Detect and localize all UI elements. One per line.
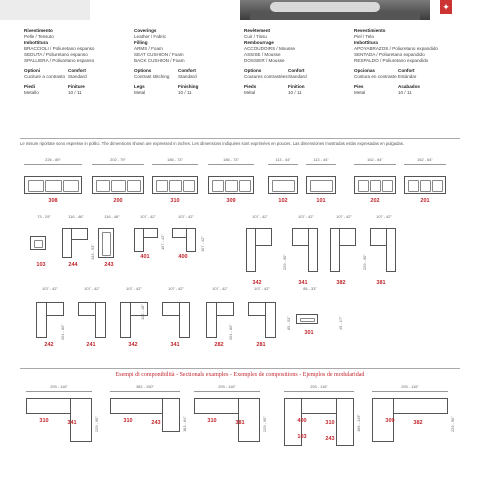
seat-cushion xyxy=(156,180,168,192)
vertical-dimension-label: 204 - 80" xyxy=(228,324,233,340)
module-code: 101 xyxy=(316,198,326,204)
module-code: 243 xyxy=(325,436,335,442)
spec-comfort-label: Comfort xyxy=(178,68,196,73)
module-side xyxy=(120,302,131,338)
module-code: 382 xyxy=(413,420,423,426)
header-gray-block xyxy=(0,0,90,20)
module-code: 341 xyxy=(170,342,180,348)
spec-comfort-label: Comfort xyxy=(68,68,86,73)
seat-cushion xyxy=(239,180,251,192)
dimension-label: 107 - 42" xyxy=(168,286,184,291)
seat-cushion xyxy=(420,180,431,192)
spec-feet-value: Metallo xyxy=(24,90,39,95)
sofa-module-drawing xyxy=(98,228,114,258)
brand-logo-icon: ✦ xyxy=(440,0,452,14)
corner-module-drawing xyxy=(78,302,106,338)
spec-subtitle: Filling xyxy=(134,40,148,45)
module-side xyxy=(95,302,106,338)
spec-finish-label: Acabados xyxy=(398,84,420,89)
vertical-dimension-label: 229 - 90" xyxy=(282,254,287,270)
sofa-module-drawing xyxy=(30,236,46,250)
spec-finish-value: 10 / 11 xyxy=(178,90,192,95)
module-code: 103 xyxy=(36,262,46,268)
sofa-module-drawing xyxy=(296,314,318,324)
module-code: 308 xyxy=(48,198,58,204)
spec-finish-label: Finiture xyxy=(68,84,85,89)
spec-line: SPALLIERA / Poliuretano espanso xyxy=(24,58,95,63)
module-side xyxy=(179,302,190,338)
spec-feet-values xyxy=(24,90,130,96)
sofa-shape xyxy=(270,2,380,12)
spec-line: SEAT CUSHION / Foam xyxy=(134,52,184,57)
seat-cushion xyxy=(28,180,44,192)
module-code: 202 xyxy=(370,198,380,204)
module-code: 310 xyxy=(123,418,133,424)
seat-cushion xyxy=(310,180,333,192)
corner-module-drawing xyxy=(292,228,318,272)
spec-comfort-value: Estándar xyxy=(398,74,417,79)
spec-feet-value: Metal xyxy=(134,90,146,95)
dimension-label: 107 - 42" xyxy=(298,214,314,219)
dimension-label: 113 - 44" xyxy=(275,157,291,162)
spec-feet-label: Pieds xyxy=(244,84,257,89)
spec-options-label: Options xyxy=(244,68,262,73)
spec-line: Piel / Tela xyxy=(354,34,374,39)
module-side xyxy=(206,302,217,338)
spec-options-value: Costura en contraste xyxy=(354,74,397,79)
spec-title: Revestimiento xyxy=(354,28,386,33)
spec-line: ASSISE / Mousse xyxy=(244,52,281,57)
seat-cushion xyxy=(272,180,295,192)
module-code: 244 xyxy=(68,262,78,268)
dimension-label: 202 - 79" xyxy=(110,157,126,162)
dimension-label: 107 - 42" xyxy=(212,286,228,291)
dimension-label: 107 - 42" xyxy=(336,214,352,219)
vertical-dimension-label: 45 - 17" xyxy=(338,316,343,330)
module-code: 243 xyxy=(104,262,114,268)
module-code: 200 xyxy=(113,198,123,204)
dimension-line xyxy=(152,164,198,165)
vertical-dimension-label: 122 - 48" xyxy=(140,304,145,320)
spec-subtitle: Imbottitura xyxy=(24,40,48,45)
seat-cushion xyxy=(300,318,315,322)
seat-cushion xyxy=(34,240,43,248)
vertical-dimension-label: 107 - 42" xyxy=(160,234,165,250)
spec-comfort-value: Standard xyxy=(288,74,307,79)
seat-cushion xyxy=(212,180,224,192)
seat-cushion xyxy=(183,180,195,192)
module-side xyxy=(386,228,396,272)
spec-comfort-label: Confort xyxy=(398,68,415,73)
module-code: 301 xyxy=(304,330,314,336)
spec-finish-value: 10 / 11 xyxy=(398,90,412,95)
spec-comfort-label: Confort xyxy=(288,68,305,73)
spec-options-label: Optioni xyxy=(24,68,41,73)
spec-comfort-value: Standard xyxy=(178,74,197,79)
dimension-label: 107 - 42" xyxy=(178,214,194,219)
module-code: 310 xyxy=(207,418,217,424)
spec-finish-label: Finishing xyxy=(178,84,199,89)
seat-cushion xyxy=(102,232,111,256)
dimension-line xyxy=(284,391,354,392)
module-code: 342 xyxy=(252,280,262,286)
dimension-label: 162 - 64" xyxy=(417,157,433,162)
module-side xyxy=(62,228,72,258)
dimension-line xyxy=(92,164,144,165)
dimension-line xyxy=(306,164,336,165)
spec-comfort-value: Standard xyxy=(68,74,87,79)
corner-module-drawing xyxy=(134,228,158,252)
rug-shape xyxy=(250,12,420,20)
module-code: 341 xyxy=(67,420,77,426)
dimension-label: 107 - 42" xyxy=(252,214,268,219)
module-code: 241 xyxy=(86,342,96,348)
dimension-line xyxy=(208,164,254,165)
spec-feet-values xyxy=(134,90,240,96)
module-code: 400 xyxy=(178,254,188,260)
dimension-label: 293 - 116" xyxy=(401,384,419,389)
module-side xyxy=(36,302,47,338)
dimension-label: 293 - 116" xyxy=(50,384,68,389)
spec-feet-values xyxy=(244,90,350,96)
dimension-line xyxy=(24,164,82,165)
spec-options-value: Contrast stitching xyxy=(134,74,170,79)
corner-module-drawing xyxy=(172,228,196,252)
module-code: 381 xyxy=(376,280,386,286)
seat-cushion xyxy=(382,180,393,192)
spec-line: Cuir / Tissu xyxy=(244,34,267,39)
sofa-photo xyxy=(240,0,430,20)
vertical-dimension-label: 85 - 33" xyxy=(286,316,291,330)
spec-column xyxy=(134,28,240,96)
seat-cushion xyxy=(408,180,419,192)
vertical-dimension-label: 133 - 53" xyxy=(90,244,95,260)
header-band xyxy=(0,0,480,22)
sofa-module-drawing xyxy=(152,176,198,194)
spec-feet-value: Métal xyxy=(244,90,256,95)
spec-feet-value: Metal xyxy=(354,90,366,95)
dimension-line xyxy=(354,164,396,165)
dimensions-note: Le misure riportate sono espresse in pollici. The dimensions shown are expressed in inches. Les dimensions indiquées sont exprimées en pouces. Las dimensiones mostradas estás expresadas en pulgadas. xyxy=(20,141,404,146)
spec-options-label: Opcionas xyxy=(354,68,375,73)
vertical-dimension-label: 166 - 145" xyxy=(356,414,361,432)
spec-options-value: Cuciture a contrasto xyxy=(24,74,66,79)
vertical-dimension-label: 229 - 90" xyxy=(450,416,455,432)
module-code: 201 xyxy=(420,198,430,204)
corner-module-drawing xyxy=(330,228,356,272)
dimension-label: 186 - 73" xyxy=(223,157,239,162)
corner-module-drawing xyxy=(248,302,276,338)
sofa-module-drawing xyxy=(208,176,254,194)
seat-cushion xyxy=(96,180,110,192)
spec-finish-value: 10 / 11 xyxy=(68,90,82,95)
spec-subtitle: Rembourrage xyxy=(244,40,274,45)
module-code: 102 xyxy=(278,198,288,204)
dimension-label: 107 - 42" xyxy=(42,286,58,291)
module-side xyxy=(330,228,340,272)
module-code: 400 xyxy=(297,418,307,424)
vertical-dimension-label: 204 - 80" xyxy=(60,324,65,340)
spec-feet-label: Piedi xyxy=(24,84,35,89)
spec-line: ACCOUDOIRS / Mousse xyxy=(244,46,296,51)
dimension-line xyxy=(268,164,298,165)
spec-column xyxy=(244,28,350,96)
seat-cushion xyxy=(358,180,369,192)
vertical-dimension-label: 229 - 90" xyxy=(262,416,267,432)
module-code: 310 xyxy=(39,418,49,424)
spec-finish-value: 10 / 11 xyxy=(288,90,302,95)
spec-title: Coverings xyxy=(134,28,157,33)
spec-feet-label: Pies xyxy=(354,84,364,89)
dimension-label: 107 - 42" xyxy=(254,286,270,291)
sofa-module-drawing xyxy=(24,176,82,194)
spec-subtitle: Imbottitura xyxy=(354,40,378,45)
module-chaise xyxy=(162,398,180,432)
spec-line: DOSSIER / Mousse xyxy=(244,58,285,63)
divider xyxy=(20,368,460,369)
spec-line: SEDUTA / Poliuretano espanso xyxy=(24,52,88,57)
dimension-label: 107 - 42" xyxy=(140,214,156,219)
spec-line: RESPALDO / Poliuretano expandido xyxy=(354,58,429,63)
dimension-label: 293 - 116" xyxy=(218,384,236,389)
module-side xyxy=(308,228,318,272)
section-title: Esempi di componibilità - Sectionals examples - Exemples de compositions - Ejemplos de modularidad xyxy=(115,372,365,378)
module-side xyxy=(186,228,196,252)
module-code: 382 xyxy=(336,280,346,286)
dimension-label: 162 - 64" xyxy=(367,157,383,162)
spec-options-value: Coutures contrastées xyxy=(244,74,288,79)
module-side xyxy=(134,228,144,252)
dimension-label: 293 - 116" xyxy=(310,384,328,389)
corner-module-drawing xyxy=(162,302,190,338)
dimension-label: 73 - 29" xyxy=(37,214,51,219)
dimension-label: 382 - 150" xyxy=(136,384,154,389)
module-code: 309 xyxy=(226,198,236,204)
dimension-label: 116 - 46" xyxy=(68,214,84,219)
dimension-label: 186 - 73" xyxy=(167,157,183,162)
corner-module-drawing xyxy=(246,228,272,272)
seat-cushion xyxy=(225,180,237,192)
vertical-dimension-label: 107 - 42" xyxy=(200,236,205,252)
module-side xyxy=(246,228,256,272)
spec-column xyxy=(354,28,460,96)
module-code: 310 xyxy=(325,420,335,426)
module-code: 282 xyxy=(214,342,224,348)
spec-title: Rivestimento xyxy=(24,28,53,33)
dimension-label: 113 - 44" xyxy=(313,157,329,162)
sofa-module-drawing xyxy=(404,176,446,194)
spec-feet-label: Legs xyxy=(134,84,145,89)
seat-cushion xyxy=(127,180,141,192)
spec-finish-label: Finition xyxy=(288,84,305,89)
dimension-line xyxy=(26,391,92,392)
sofa-module-drawing xyxy=(92,176,144,194)
spec-line: BRACCIOLI / Poliuretano espanso xyxy=(24,46,95,51)
module-code: 342 xyxy=(128,342,138,348)
module-code: 103 xyxy=(297,434,307,440)
seat-cushion xyxy=(111,180,125,192)
module-code: 401 xyxy=(140,254,150,260)
spec-title: Revêtement xyxy=(244,28,271,33)
dimension-line xyxy=(372,391,448,392)
dimension-label: 107 - 42" xyxy=(126,286,142,291)
module-code: 281 xyxy=(256,342,266,348)
dimension-label: 116 - 46" xyxy=(104,214,120,219)
seat-cushion xyxy=(63,180,79,192)
spec-options-label: Options xyxy=(134,68,152,73)
dimension-label: 226 - 89" xyxy=(45,157,61,162)
spec-line: Leather / Fabric xyxy=(134,34,167,39)
dimension-label: 107 - 42" xyxy=(84,286,100,291)
spec-line: SENTADA / Poliuretano expandido xyxy=(354,52,425,57)
module-code: 310 xyxy=(170,198,180,204)
seat-cushion xyxy=(432,180,443,192)
spec-column xyxy=(24,28,130,96)
dimension-line xyxy=(404,164,446,165)
vertical-dimension-label: 163 - 64" xyxy=(182,416,187,432)
spec-line: ARMS / Foam xyxy=(134,46,163,51)
dimension-line xyxy=(194,391,260,392)
vertical-dimension-label: 229 - 90" xyxy=(362,254,367,270)
corner-module-drawing xyxy=(370,228,396,272)
spec-line: BACK CUSHION / Foam xyxy=(134,58,185,63)
module-side xyxy=(265,302,276,338)
sofa-module-drawing xyxy=(354,176,396,194)
seat-cushion xyxy=(45,180,61,192)
module-code: 341 xyxy=(298,280,308,286)
module-code: 309 xyxy=(385,418,395,424)
dimension-label: 107 - 42" xyxy=(376,214,392,219)
sofa-module-drawing xyxy=(268,176,298,194)
sofa-module-drawing xyxy=(306,176,336,194)
vertical-dimension-label: 229 - 90" xyxy=(94,416,99,432)
spec-feet-values xyxy=(354,90,460,96)
spec-line: Pelle / Tessuto xyxy=(24,34,54,39)
dimension-label: 85 - 33" xyxy=(303,286,317,291)
module-code: 242 xyxy=(44,342,54,348)
corner-module-drawing xyxy=(62,228,88,258)
module-code: 381 xyxy=(235,420,245,426)
divider xyxy=(20,138,460,139)
dimension-line xyxy=(110,391,180,392)
seat-cushion xyxy=(370,180,381,192)
seat-cushion xyxy=(169,180,181,192)
module-code: 243 xyxy=(151,420,161,426)
spec-line: APOYABRAZOS / Poliuretano expandido xyxy=(354,46,438,51)
